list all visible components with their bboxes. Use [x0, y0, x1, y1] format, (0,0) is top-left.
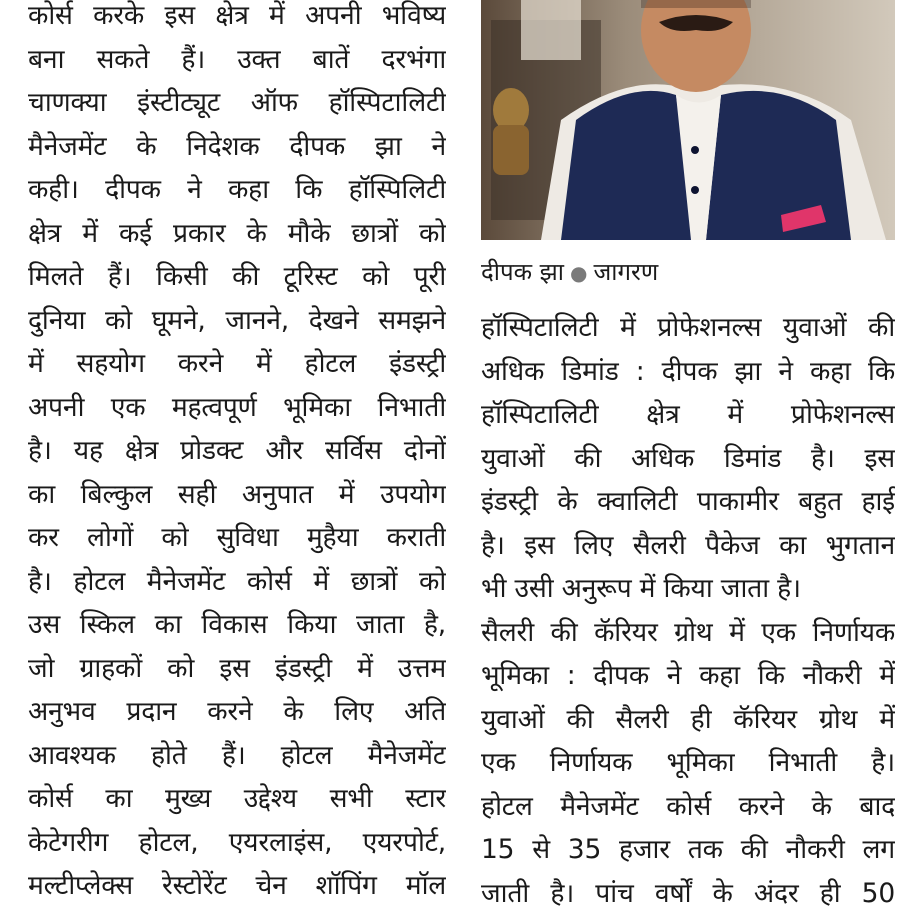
text-line: युवाओं की सैलरी ही कॅरियर ग्रोथ में	[481, 698, 895, 742]
text-line: अधिक डिमांड : दीपक झा ने कहा कि	[481, 350, 895, 394]
text-line: अनुभव प्रदान करने के लिए अति	[28, 690, 446, 734]
text-line: मिलते हैं। किसी की टूरिस्ट को पूरी	[28, 255, 446, 299]
text-line: 15 से 35 हजार तक की नौकरी लग	[481, 828, 895, 872]
text-line: आवश्यक होते हैं। होटल मैनेजमेंट	[28, 734, 446, 778]
bullet-dot-icon: ●	[570, 261, 587, 285]
text-line: इंडस्ट्री के क्वालिटी पाकामीर बहुत हाई	[481, 480, 895, 524]
text-line: जो ग्राहकों को इस इंडस्ट्री में उत्तम	[28, 647, 446, 691]
text-line: उस स्किल का विकास किया जाता है,	[28, 603, 446, 647]
left-column	[28, 0, 446, 908]
portrait-photo	[481, 0, 895, 240]
text-line: भी उसी अनुरूप में किया जाता है।	[481, 567, 895, 611]
text-line: कही। दीपक ने कहा कि हॉस्पिलिटी	[28, 168, 446, 212]
text-line: है। इस लिए सैलरी पैकेज का भुगतान	[481, 524, 895, 568]
text-line: है। यह क्षेत्र प्रोडक्ट और सर्विस दोनों	[28, 429, 446, 473]
text-line: केटेगरीग होटल, एयरलाइंस, एयरपोर्ट,	[28, 821, 446, 865]
caption-source: जागरण	[593, 258, 658, 286]
text-line: एक निर्णायक भूमिका निभाती है।	[481, 741, 895, 785]
text-line: चाणक्या इंस्टीट्यूट ऑफ हॉस्पिटालिटी	[28, 81, 446, 125]
text-line: सैलरी की कॅरियर ग्रोथ में एक निर्णायक	[481, 611, 895, 655]
text-line: का बिल्कुल सही अनुपात में उपयोग	[28, 473, 446, 517]
text-line: होटल मैनेजमेंट कोर्स करने के बाद	[481, 785, 895, 829]
portrait-illustration	[481, 0, 895, 240]
text-line: कोर्स का मुख्य उद्देश्य सभी स्टार	[28, 777, 446, 821]
text-line: है। होटल मैनेजमेंट कोर्स में छात्रों को	[28, 560, 446, 604]
right-column	[481, 306, 895, 915]
text-line: दुनिया को घूमने, जानने, देखने समझने	[28, 299, 446, 343]
text-line: में सहयोग करने में होटल इंडस्ट्री	[28, 342, 446, 386]
text-line: हॉस्पिटालिटी क्षेत्र में प्रोफेशनल्स	[481, 393, 895, 437]
text-line: भूमिका : दीपक ने कहा कि नौकरी में	[481, 654, 895, 698]
text-line: हॉस्पिटालिटी में प्रोफेशनल्स युवाओं की	[481, 306, 895, 350]
text-line: क्षेत्र में कई प्रकार के मौके छात्रों को	[28, 212, 446, 256]
text-line: अपनी एक महत्वपूर्ण भूमिका निभाती	[28, 386, 446, 430]
text-line: युवाओं की अधिक डिमांड है। इस	[481, 437, 895, 481]
text-line: बना सकते हैं। उक्त बातें दरभंगा	[28, 38, 446, 82]
text-line: जाती है। पांच वर्षों के अंदर ही 50	[481, 872, 895, 915]
text-line: कोर्स करके इस क्षेत्र में अपनी भविष्य	[28, 0, 446, 38]
caption-name: दीपक झा	[481, 258, 564, 286]
photo-caption	[481, 250, 658, 294]
text-line: कर लोगों को सुविधा मुहैया कराती	[28, 516, 446, 560]
text-line: मल्टीप्लेक्स रेस्टोरेंट चेन शॉपिंग मॉल	[28, 864, 446, 908]
text-line: मैनेजमेंट के निदेशक दीपक झा ने	[28, 125, 446, 169]
